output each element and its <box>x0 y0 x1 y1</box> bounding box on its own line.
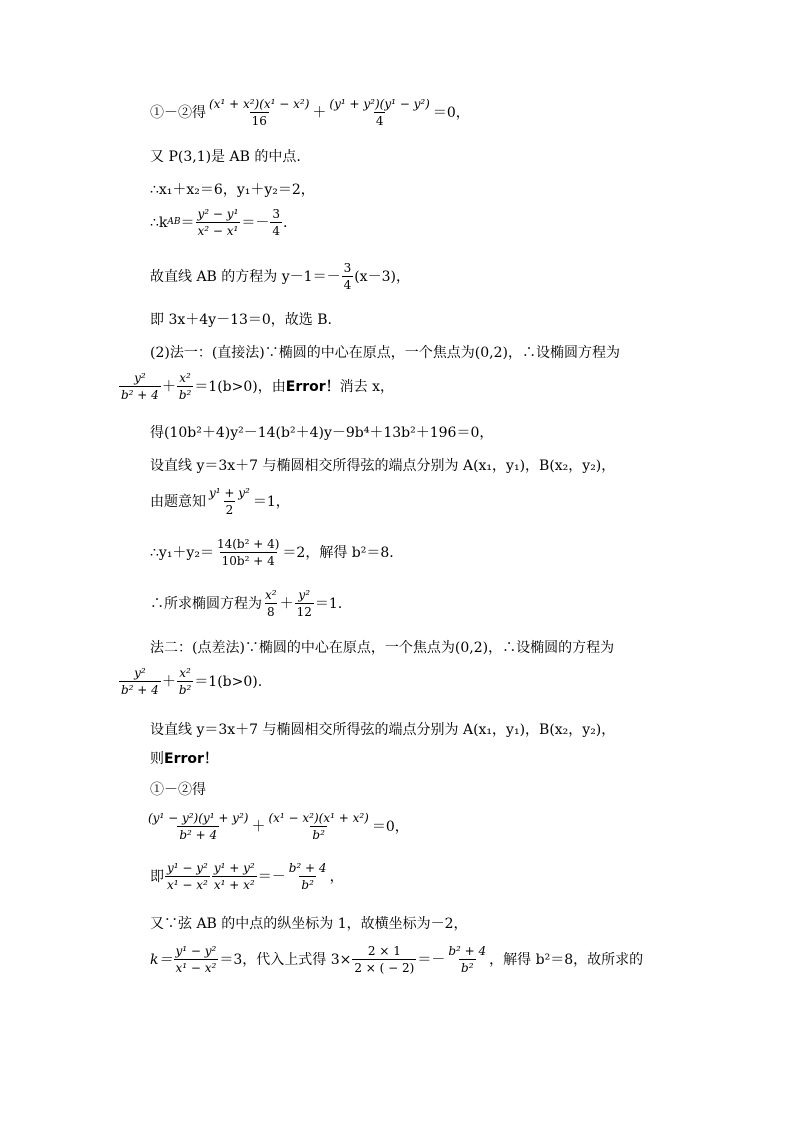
fraction <box>342 262 354 291</box>
denominator: b² <box>461 961 474 975</box>
numerator: b² + 4 <box>448 944 487 958</box>
equation-line-5 <box>150 262 410 291</box>
fraction <box>327 98 431 127</box>
text: k＝ <box>150 951 173 968</box>
fraction <box>119 667 161 696</box>
numerator: y¹ − y² <box>175 944 217 958</box>
fraction <box>212 862 257 891</box>
denominator: b² + 4 <box>121 388 159 402</box>
fraction <box>207 487 252 516</box>
text: 即 <box>150 868 164 885</box>
equation-line-20 <box>150 862 344 891</box>
equation-line-8 <box>118 372 394 401</box>
numerator: y² <box>134 371 146 385</box>
equation-line-11 <box>150 487 290 516</box>
fraction <box>287 862 329 891</box>
equation-line-19 <box>145 812 409 841</box>
text: ＝－ <box>257 868 286 885</box>
fraction <box>207 98 311 127</box>
denominator: 8 <box>266 605 275 619</box>
numerator: 14(b² + 4) <box>216 537 280 551</box>
numerator: (x¹ − x²)(x¹ + x²) <box>268 811 369 825</box>
numerator: 3 <box>272 207 281 221</box>
subscript: AB <box>167 217 181 227</box>
fraction <box>352 945 416 974</box>
numerator: (x¹ + x²)(x¹ − x²) <box>209 97 310 111</box>
text-line-18: ①－②得 <box>150 782 206 798</box>
text: ＝0， <box>432 104 470 121</box>
fraction <box>119 372 161 401</box>
text: ＝－ <box>241 214 270 231</box>
text: ＝1， <box>252 493 290 510</box>
numerator: (y¹ + y²)(y¹ − y²) <box>329 97 430 111</box>
plus: ＋ <box>312 104 327 121</box>
text: ∴y₁＋y₂＝ <box>150 544 214 561</box>
denominator: b² + 4 <box>179 828 218 842</box>
denominator: b² <box>178 388 192 402</box>
equation-line-1 <box>150 98 470 127</box>
fraction <box>196 208 241 237</box>
text-line-9: 得(10b²＋4)y²－14(b²＋4)y－9b⁴＋13b²＋196＝0， <box>150 425 494 441</box>
fraction <box>177 667 194 696</box>
fraction <box>263 589 279 618</box>
denominator: b² <box>301 878 314 892</box>
text-line-16: 设直线 y＝3x＋7 与椭圆相交所得弦的端点分别为 A(x₁，y₁)，B(x₂，y₂)， <box>150 722 616 738</box>
text-line-7: (2)法一：(直接法)∵椭圆的中心在原点，一个焦点为(0,2)，∴设椭圆方程为 <box>150 345 620 361</box>
numerator: 2 × 1 <box>367 944 401 958</box>
fraction <box>173 945 218 974</box>
text: 则 <box>150 751 164 767</box>
numerator: y¹ − y² <box>167 861 208 875</box>
numerator: y² <box>298 588 311 602</box>
denominator: b² + 4 <box>121 683 159 697</box>
denominator: 12 <box>296 605 312 619</box>
text: ＝3，代入上式得 3× <box>219 951 352 968</box>
numerator: y² <box>134 666 146 680</box>
plus: ＋ <box>161 673 176 690</box>
text-line-17 <box>150 752 218 766</box>
text: ＝1(b>0). <box>194 673 263 690</box>
text: ＝2，解得 b²＝8. <box>282 544 394 561</box>
numerator: y² − y¹ <box>197 207 239 221</box>
text: ＝0， <box>371 818 409 835</box>
text: ， <box>329 868 344 885</box>
text-line-6: 即 3x＋4y－13＝0，故选 B. <box>150 312 332 328</box>
fraction <box>295 589 314 618</box>
fraction <box>177 372 194 401</box>
fraction <box>146 812 250 841</box>
text: ＝1. <box>314 595 343 612</box>
denominator: 4 <box>272 224 281 238</box>
equation-line-22 <box>150 945 643 974</box>
text: ＝－ <box>417 951 446 968</box>
text: ，解得 b²＝8，故所求的 <box>489 951 644 968</box>
text: (x－3)， <box>354 268 410 285</box>
denominator: x¹ + x² <box>213 878 255 892</box>
text-line-2: 又 P(3,1)是 AB 的中点. <box>150 149 301 165</box>
denominator: 16 <box>251 114 267 128</box>
fraction <box>446 945 488 974</box>
plus: ＋ <box>161 378 176 395</box>
text: ①－②得 <box>150 104 206 121</box>
equation-line-13 <box>150 589 342 618</box>
fraction <box>266 812 370 841</box>
text-line-3: ∴x₁＋x₂＝6，y₁＋y₂＝2， <box>150 182 315 198</box>
numerator: x² <box>265 588 277 602</box>
text: 故直线 AB 的方程为 y－1＝－ <box>150 268 341 285</box>
text: 由题意知 <box>150 493 206 510</box>
numerator: y¹ + y² <box>209 486 250 500</box>
denominator: x¹ − x² <box>175 961 217 975</box>
text-line-21: 又∵弦 AB 的中点的纵坐标为 1，故横坐标为－2， <box>150 916 468 932</box>
equation-line-12 <box>150 538 394 567</box>
numerator: x² <box>179 371 191 385</box>
equation-line-4 <box>150 208 287 237</box>
denominator: x² − x¹ <box>197 224 239 238</box>
denominator: x¹ − x² <box>167 878 208 892</box>
text: 消去 x， <box>339 378 395 395</box>
numerator: y¹ + y² <box>213 861 255 875</box>
equals: ＝ <box>180 214 195 231</box>
text: ＝1(b>0)，由 <box>194 378 286 395</box>
plus: ＋ <box>279 595 294 612</box>
numerator: b² + 4 <box>288 861 327 875</box>
numerator: x² <box>179 666 191 680</box>
equation-line-15 <box>118 667 262 696</box>
fraction <box>215 538 281 567</box>
numerator: (y¹ − y²)(y¹ + y²) <box>148 811 249 825</box>
denominator: 4 <box>375 114 384 128</box>
denominator: 10b² + 4 <box>221 554 275 568</box>
text: ∴k <box>150 214 168 231</box>
text-line-14: 法二：(点差法)∵椭圆的中心在原点，一个焦点为(0,2)，∴设椭圆的方程为 <box>150 640 615 656</box>
denominator: 2 <box>225 503 234 517</box>
error-marker: Error！ <box>164 751 218 767</box>
plus: ＋ <box>251 818 266 835</box>
text-line-10: 设直线 y＝3x＋7 与椭圆相交所得弦的端点分别为 A(x₁，y₁)，B(x₂，y₂)， <box>150 458 616 474</box>
text: ∴所求椭圆方程为 <box>150 595 262 612</box>
text: . <box>283 214 288 231</box>
fraction <box>270 208 282 237</box>
numerator: 3 <box>343 261 352 275</box>
denominator: b² <box>178 683 192 697</box>
denominator: b² <box>312 828 325 842</box>
fraction <box>165 862 210 891</box>
error-marker: Error！ <box>285 378 340 395</box>
denominator: 2 × ( − 2) <box>354 961 415 975</box>
denominator: 4 <box>343 278 352 292</box>
